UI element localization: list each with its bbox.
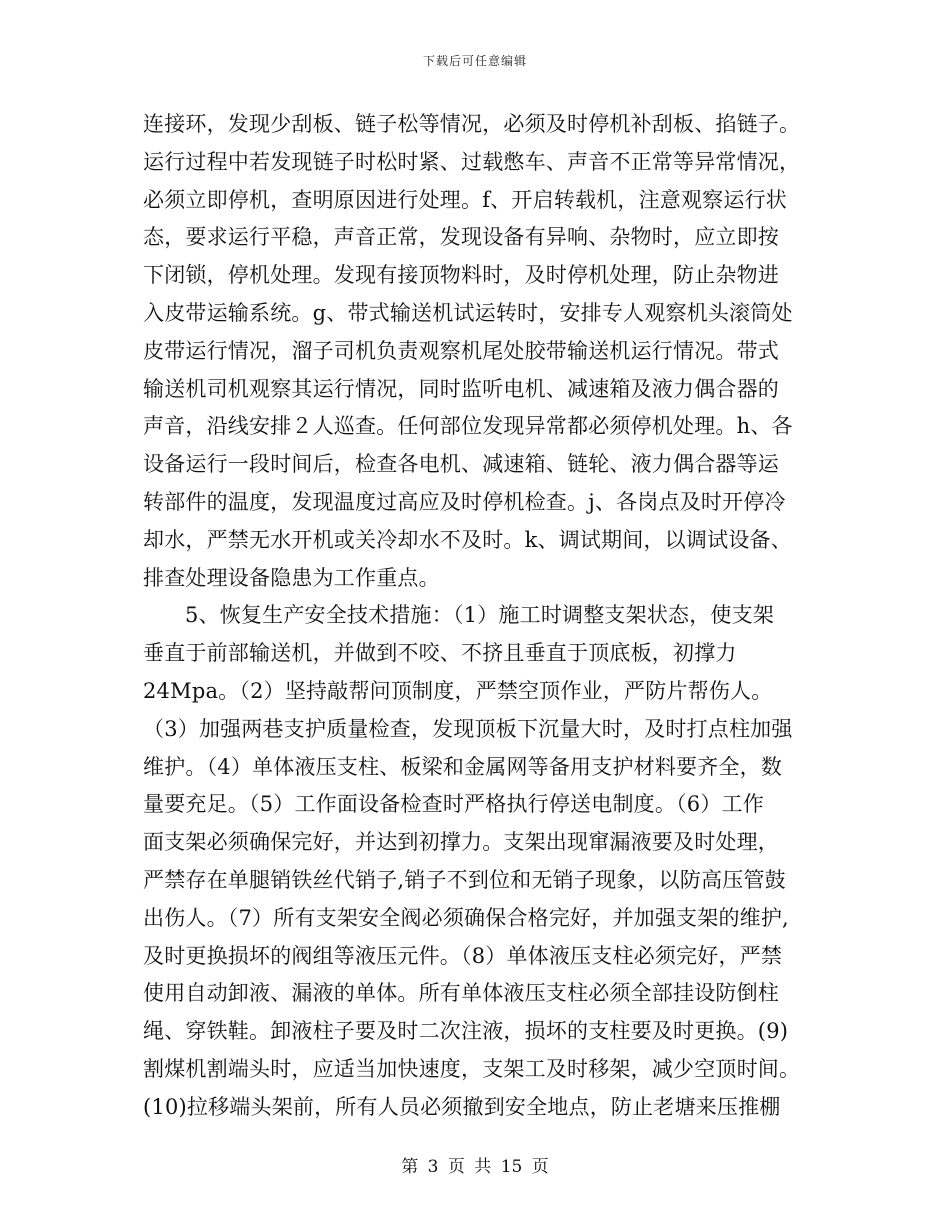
- paragraph-start-line: 5、恢复生产安全技术措施：（1）施工时调整支架状态，使支架: [185, 603, 775, 628]
- text-line: 使用自动卸液、漏液的单体。所有单体液压支柱必须全部挂设防倒柱: [143, 981, 779, 1006]
- text-line: 却水，严禁无水开机或关冷却水不及时。k、调试期间，以调试设备、: [143, 527, 792, 552]
- text-line: 出伤人。（7）所有支架安全阀必须确保合格完好，并加强支架的维护,: [143, 905, 789, 930]
- text-line: 维护。（4）单体液压支柱、板梁和金属网等备用支护材料要齐全，数: [143, 754, 783, 779]
- text-line: (10)拉移端头架前，所有人员必须撤到安全地点，防止老塘来压推棚: [143, 1094, 781, 1119]
- text-line: 皮带运行情况，溜子司机负责观察机尾处胶带输送机运行情况。带式: [143, 338, 779, 363]
- text-line: 面支架必须确保完好，并达到初撑力。支架出现窜漏液要及时处理，: [143, 830, 779, 855]
- text-line: 态，要求运行平稳，声音正常，发现设备有异响、杂物时，应立即按: [143, 225, 779, 250]
- text-line: 排查处理设备隐患为工作重点。: [143, 565, 440, 590]
- text-line: （3）加强两巷支护质量检查，发现顶板下沉量大时，及时打点柱加强: [143, 716, 793, 741]
- text-line: 24Mpa。（2）坚持敲帮问顶制度，严禁空顶作业，严防片帮伤人。: [143, 678, 773, 703]
- text-line: 声音，沿线安排２人巡查。任何部位发现异常都必须停机处理。h、各: [143, 414, 793, 439]
- text-line: 输送机司机观察其运行情况，同时监听电机、减速箱及液力偶合器的: [143, 376, 779, 401]
- page-number-footer: 第 3 页 共 15 页: [401, 1157, 549, 1177]
- text-line: 垂直于前部输送机，并做到不咬、不挤且垂直于顶底板，初撑力: [143, 641, 737, 666]
- document-body: [143, 106, 823, 1127]
- page-header: 下载后可任意编辑: [422, 54, 527, 68]
- text-line: 转部件的温度，发现温度过高应及时停机检查。j、各岗点及时开停冷: [143, 489, 786, 514]
- text-line: 割煤机割端头时，应适当加快速度，支架工及时移架，减少空顶时间。: [143, 1056, 801, 1081]
- text-line: 量要充足。（5）工作面设备检查时严格执行停送电制度。（6）工作: [143, 792, 764, 817]
- text-line: 及时更换损坏的阀组等液压元件。（8）单体液压支柱必须完好，严禁: [143, 943, 783, 968]
- text-line: 连接环，发现少刮板、链子松等情况，必须及时停机补刮板、掐链子。: [143, 112, 801, 136]
- text-line: 运行过程中若发现链子时松时紧、过载憋车、声音不正常等异常情况，: [143, 149, 801, 174]
- text-line: 下闭锁，停机处理。发现有接顶物料时，及时停机处理，防止杂物进: [143, 263, 779, 288]
- text-line: 必须立即停机，查明原因进行处理。f、开启转载机，注意观察运行状: [143, 187, 787, 212]
- text-line: 严禁存在单腿销铁丝代销子,销子不到位和无销子现象，以防高压管鼓: [143, 867, 786, 892]
- text-line: 入皮带运输系统。g、带式输送机试运转时，安排专人观察机头滚筒处: [143, 300, 793, 325]
- text-line: 设备运行一段时间后，检查各电机、减速箱、链轮、液力偶合器等运: [143, 452, 779, 477]
- text-line: 绳、穿铁鞋。卸液柱子要及时二次注液，损坏的支柱要及时更换。(9): [143, 1019, 789, 1044]
